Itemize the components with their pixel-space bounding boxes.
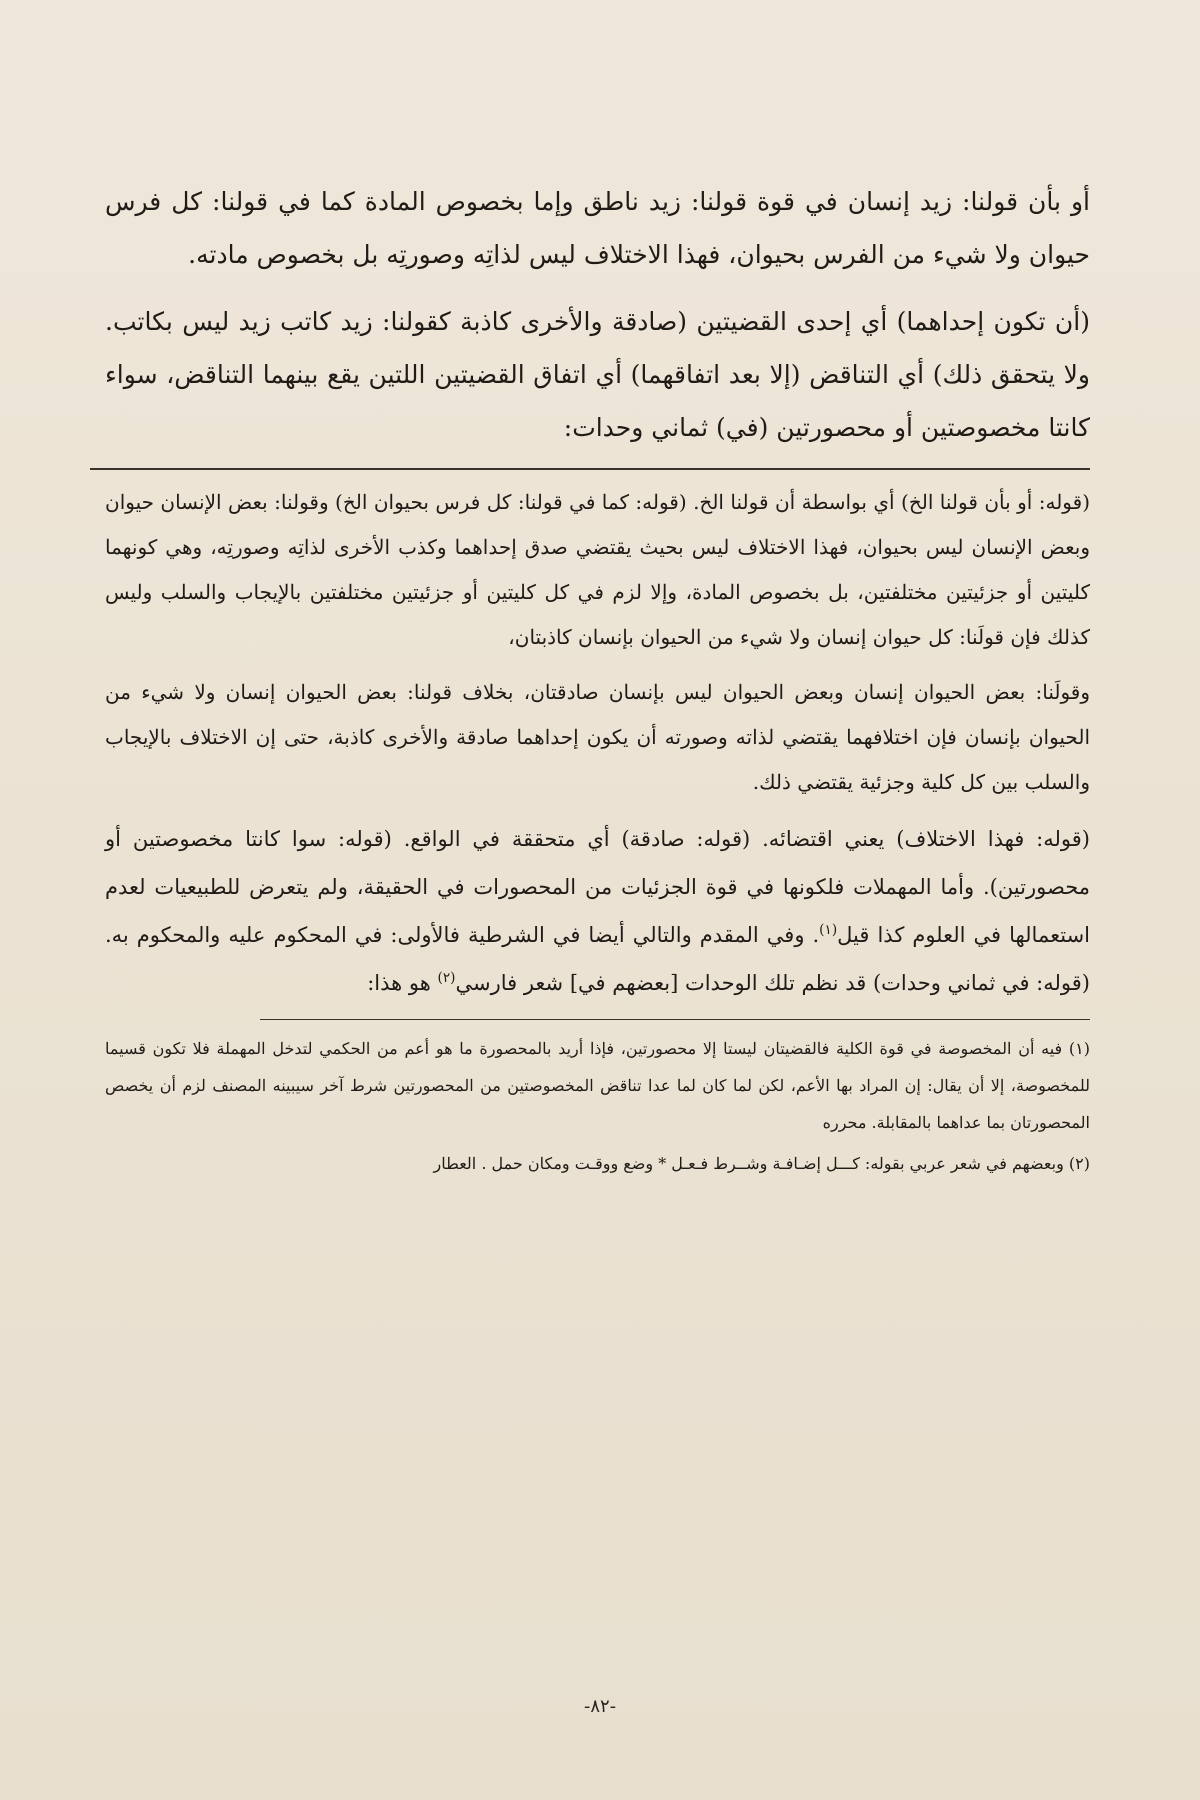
page-content	[105, 175, 1090, 1186]
commentary-divider	[90, 468, 1090, 470]
commentary-text	[105, 480, 1090, 805]
commentary-paragraph-1: (قوله: أو بأن قولنا الخ) أي بواسطة أن قولنا الخ. (قوله: كما في قولنا: كل فرس بحيوان الخ) وقولنا: بعض الإنسان حيوان وبعض الإنسان ليس بحيوان، فهذا الاختلاف ليس بحيث يقتضي صدق إحداهما وكذب الأخرى لذاتِه وصورتِه، وهي كونهما كليتين أو جزئيتين مختلفتين، بل بخصوص المادة، وإلا لزم في كل كليتين أو جزئيتين مختلفتين بالإيجاب والسلب وليس كذلك فإن قولَنا: كل حيوان إنسان ولا شيء من الحيوان بإنسان كاذبتان،	[105, 490, 1090, 649]
footnote-ref-1[interactable]: (١)	[819, 922, 838, 938]
page-number: -٨٢-	[583, 1696, 617, 1717]
main-text	[105, 175, 1090, 454]
main-paragraph-1: أو بأن قولنا: زيد إنسان في قوة قولنا: زيد ناطق وإما بخصوص المادة كما في قولنا: كل فرس حيوان ولا شيء من الفرس بحيوان، فهذا الاختلاف ليس لذاتِه وصورتِه بل بخصوص مادته.	[105, 187, 1090, 269]
commentary-paragraph-2: وقولَنا: بعض الحيوان إنسان وبعض الحيوان ليس بإنسان صادقتان، بخلاف قولنا: بعض الحيوان إنسان ولا شيء من الحيوان بإنسان فإن اختلافهما يقتضي لذاته وصورته أن يكون إحداهما صادقة والأخرى كاذبة، حتى إن الاختلاف بالإيجاب والسلب بين كل كلية وجزئية يقتضي ذلك.	[105, 680, 1090, 794]
footnote-2: (٢) وبعضهم في شعر عربي بقوله: كـــل إضـافـة وشــرط فـعـل * وضع ووقـت ومكان حمل . العطار	[433, 1154, 1090, 1173]
commentary-3-part-b: . وفي المقدم والتالي أيضا في الشرطية فالأولى: في المحكوم عليه والمحكوم به. (قوله: في ثماني وحدات) قد نظم تلك الوحدات [بعضهم في] شعر فارسي	[105, 923, 1090, 995]
main-paragraph-2: (أن تكون إحداهما) أي إحدى القضيتين (صادقة والأخرى كاذبة كقولنا: زيد كاتب زيد ليس بكاتب. ولا يتحقق ذلك) أي التناقض (إلا بعد اتفاقهما) أي اتفاق القضيتين اللتين يقع بينهما التناقض، سواء كانتا مخصوصتين أو محصورتين (في) ثماني وحدات:	[105, 307, 1090, 442]
footnote-ref-2[interactable]: (٢)	[437, 970, 456, 986]
commentary-3-part-c: هو هذا:	[367, 971, 438, 995]
commentary-paragraph-3	[105, 815, 1090, 1007]
footnote-1: (١) فيه أن المخصوصة في قوة الكلية فالقضيتان ليستا إلا محصورتين، فإذا أريد بالمحصورة ما هو أعم من الحكمي لتدخل المهملة فلا تكون قسيما للمخصوصة، إلا أن يقال: إن المراد بها الأعم، لكن لما كان لما عدا تناقض المخصوصتين من المحصورتين شرط آخر سيبينه المصنف لزم أن يخصص المحصورتان بما عداهما بالمقابلة. محرره	[105, 1039, 1090, 1132]
footnote-divider	[260, 1019, 1090, 1020]
footnotes	[105, 1030, 1090, 1182]
commentary-3-part-a: (قوله: فهذا الاختلاف) يعني اقتضائه. (قوله: صادقة) أي متحققة في الواقع. (قوله: سوا كانتا مخصوصتين أو محصورتين). وأما المهملات فلكونها في قوة الجزئيات من المحصورات في الحقيقة، ولم يتعرض للطبيعيات لعدم استعمالها في العلوم كذا قيل	[105, 827, 1090, 947]
